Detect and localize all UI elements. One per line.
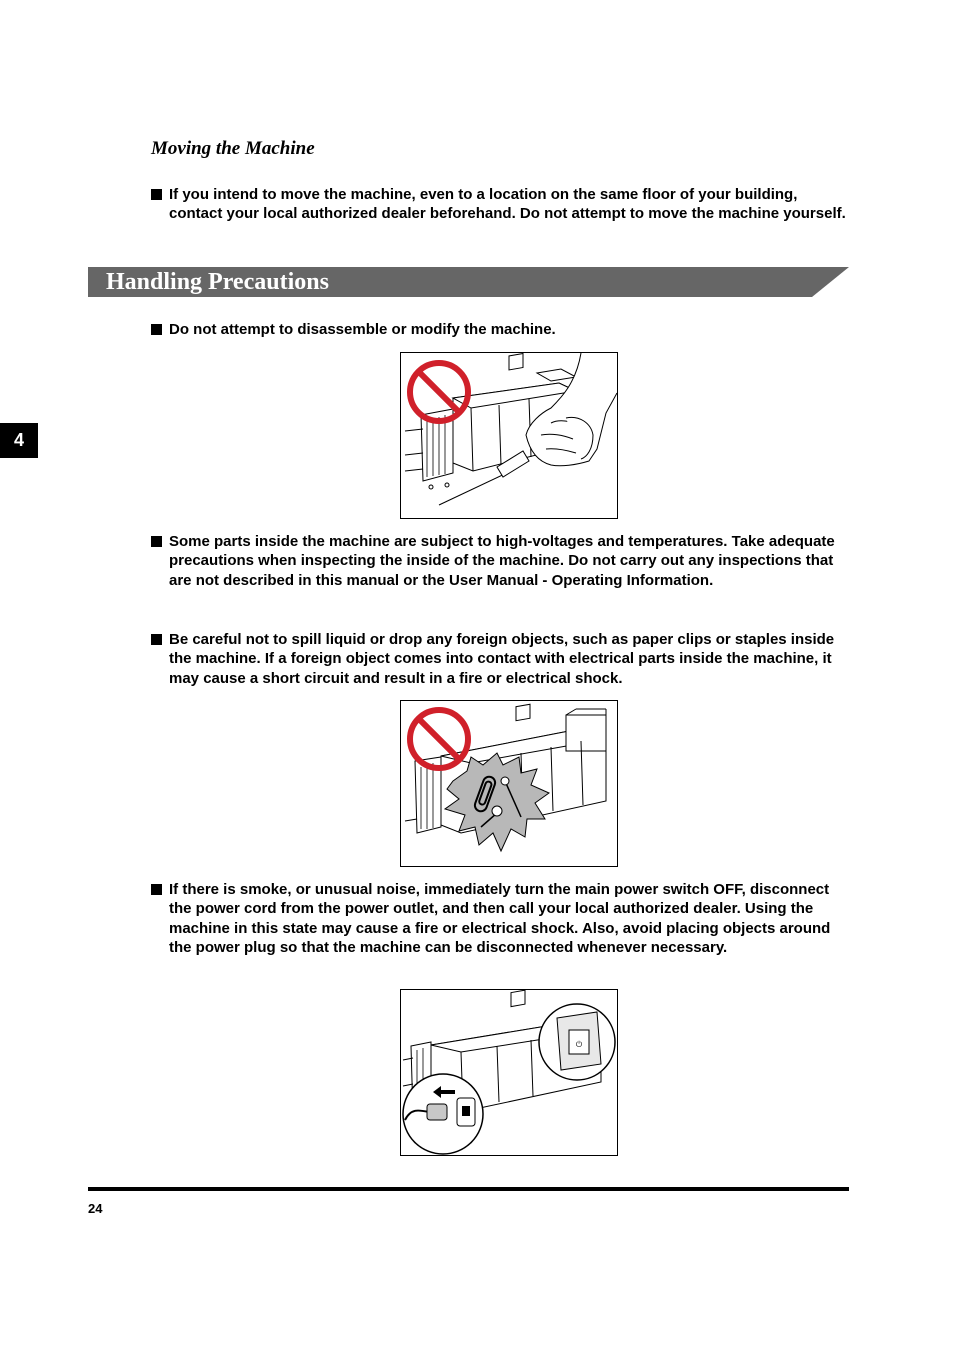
bullet-square-icon <box>151 324 162 335</box>
bullet-square-icon <box>151 884 162 895</box>
chapter-tab: 4 <box>0 423 38 458</box>
section-title: Handling Precautions <box>106 269 329 295</box>
figure-foreign-objects <box>400 700 618 867</box>
bullet-text: Some parts inside the machine are subject to high-voltages and temperatures. Take adequate precautions when inspecting the inside of the machine. Do not carry out any inspections that are not described in this manual or the User Manual - Operating Information. <box>169 533 835 589</box>
figure-power-disconnect <box>400 989 618 1156</box>
bullet-text: If you intend to move the machine, even to a location on the same floor of your building, contact your local authorized dealer beforehand. Do not attempt to move the machine yourself. <box>169 186 846 223</box>
power-switch-callout <box>539 1004 615 1080</box>
bullet-square-icon <box>151 536 162 547</box>
figure-disassemble <box>400 352 618 519</box>
bullet-text: If there is smoke, or unusual noise, immediately turn the main power switch OFF, disconnect the power cord from the power outlet, and then call your local authorized dealer. Using the machine in this state may cause a fire or electrical shock. Also, avoid placing objects around the power plug so that the machine can be disconnected whenever necessary. <box>169 881 831 957</box>
footer-rule <box>88 1187 849 1191</box>
bullet-smoke-noise <box>151 880 851 958</box>
bullet-text: Do not attempt to disassemble or modify the machine. <box>169 321 556 338</box>
power-plug-callout <box>403 1074 483 1154</box>
bullet-foreign-objects <box>151 630 851 688</box>
section-subheading: Moving the Machine <box>151 138 315 159</box>
bullet-text: Be careful not to spill liquid or drop any foreign objects, such as paper clips or staples inside the machine. If a foreign object comes into contact with electrical parts inside the machine, it may cause a short circuit and result in a fire or electrical shock. <box>169 631 835 687</box>
bullet-moving <box>151 185 851 224</box>
bullet-square-icon <box>151 189 162 200</box>
section-banner <box>88 267 849 297</box>
bullet-disassemble <box>151 320 851 339</box>
bullet-square-icon <box>151 634 162 645</box>
svg-text:⏻: ⏻ <box>575 1040 583 1049</box>
page-number: 24 <box>88 1201 103 1216</box>
bullet-high-voltage <box>151 532 851 590</box>
